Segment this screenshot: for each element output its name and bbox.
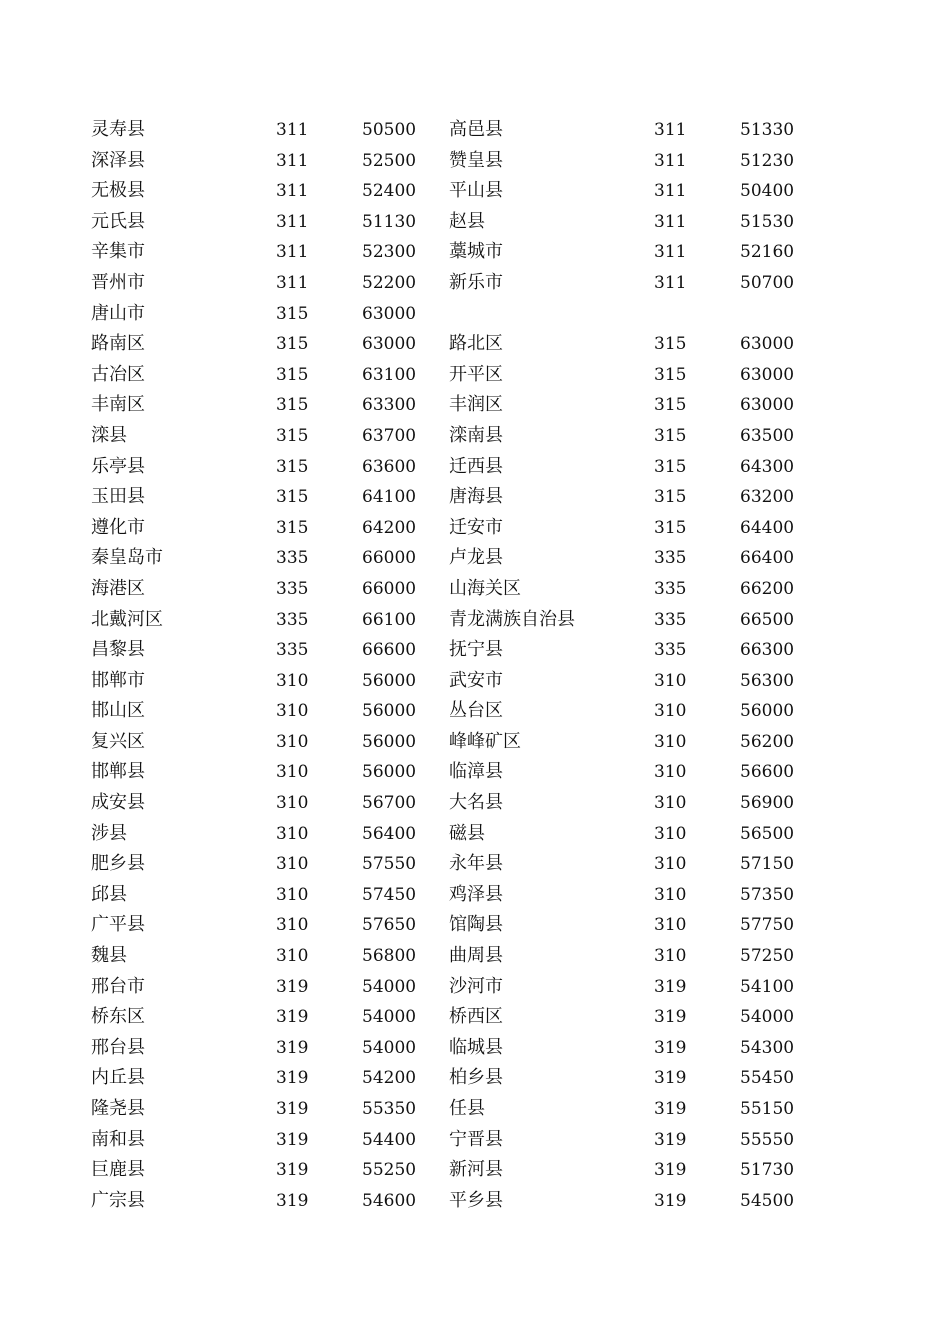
region-name: 内丘县: [91, 1067, 145, 1089]
area-code: 315: [276, 334, 309, 355]
region-name: 邱县: [91, 883, 127, 905]
area-code: 311: [654, 272, 687, 293]
area-code: 311: [276, 150, 309, 171]
table-row: [0, 880, 950, 911]
postal-code: 63600: [362, 456, 417, 477]
table-row: [0, 727, 950, 758]
area-code: 310: [276, 762, 309, 783]
table-row: [0, 1094, 950, 1125]
table-row: [0, 146, 950, 177]
table-row: [0, 452, 950, 483]
region-name: 元氏县: [91, 210, 145, 232]
postal-code: 56400: [362, 823, 417, 844]
area-code: 310: [654, 823, 687, 844]
postal-code: 51730: [740, 1160, 795, 1181]
area-code: 310: [654, 670, 687, 691]
area-code: 310: [654, 762, 687, 783]
area-code: 335: [654, 609, 687, 630]
region-name: 唐山市: [91, 302, 145, 324]
table-row: [0, 757, 950, 788]
postal-code: 66000: [362, 548, 417, 569]
postal-code: 55550: [740, 1129, 795, 1150]
region-name: 滦县: [91, 424, 127, 446]
region-name: 邢台市: [91, 975, 145, 997]
postal-code: 56000: [362, 731, 417, 752]
region-name: 鸡泽县: [449, 883, 503, 905]
postal-code: 54200: [362, 1068, 417, 1089]
region-name: 曲周县: [449, 945, 503, 967]
region-name: 乐亭县: [91, 455, 145, 477]
area-code: 319: [654, 1160, 687, 1181]
area-code: 315: [276, 456, 309, 477]
area-code: 310: [654, 701, 687, 722]
table-row: [0, 941, 950, 972]
area-code: 315: [276, 517, 309, 538]
postal-code: 56700: [362, 793, 417, 814]
area-code: 310: [654, 884, 687, 905]
postal-code: 54100: [740, 976, 795, 997]
postal-code: 57750: [740, 915, 795, 936]
table-row: [0, 543, 950, 574]
region-name: 涉县: [91, 822, 127, 844]
area-code: 310: [654, 731, 687, 752]
region-name: 新河县: [449, 1159, 503, 1181]
postal-code: 57450: [362, 884, 417, 905]
area-code: 315: [276, 364, 309, 385]
postal-code: 64200: [362, 517, 417, 538]
area-code: 311: [654, 211, 687, 232]
region-name: 滦南县: [449, 424, 503, 446]
region-name: 海港区: [91, 577, 145, 599]
area-code: 335: [276, 640, 309, 661]
region-name: 馆陶县: [449, 914, 503, 936]
table-row: [0, 1002, 950, 1033]
postal-code: 50400: [740, 181, 795, 202]
table-row: [0, 329, 950, 360]
postal-code: 56900: [740, 793, 795, 814]
region-name: 磁县: [449, 822, 485, 844]
area-code: 310: [276, 670, 309, 691]
region-name: 卢龙县: [449, 547, 503, 569]
area-code: 311: [276, 272, 309, 293]
area-code: 315: [654, 395, 687, 416]
region-name: 宁晋县: [449, 1128, 503, 1150]
area-code: 310: [276, 701, 309, 722]
postal-code: 54000: [362, 1007, 417, 1028]
table-row: [0, 574, 950, 605]
table-row: [0, 849, 950, 880]
postal-code: 66300: [740, 640, 795, 661]
table-row: [0, 513, 950, 544]
region-name: 古冶区: [91, 363, 145, 385]
postal-code: 56500: [740, 823, 795, 844]
postal-code: 50700: [740, 272, 795, 293]
area-code: 319: [654, 1099, 687, 1119]
postal-code: 63500: [740, 425, 795, 446]
region-name: 邯郸市: [91, 669, 145, 691]
region-name: 魏县: [91, 945, 127, 967]
table-row: [0, 1033, 950, 1064]
area-code: 310: [276, 884, 309, 905]
area-code: 310: [654, 793, 687, 814]
postal-code: 54000: [362, 1037, 417, 1058]
postal-code: 50500: [362, 120, 417, 140]
postal-code: 66600: [362, 640, 417, 661]
postal-code: 57550: [362, 854, 417, 875]
table-row: [0, 666, 950, 697]
area-code: 319: [654, 1037, 687, 1058]
postal-code: 63000: [362, 303, 417, 324]
area-code: 315: [276, 425, 309, 446]
region-name: 广宗县: [91, 1189, 145, 1211]
area-code: 310: [276, 823, 309, 844]
region-name: 晋州市: [91, 271, 145, 293]
postal-code: 54300: [740, 1037, 795, 1058]
region-name: 隆尧县: [91, 1098, 145, 1119]
postal-code: 54600: [362, 1190, 417, 1211]
postal-code: 55350: [362, 1099, 417, 1119]
region-name: 秦皇岛市: [91, 547, 163, 569]
postal-code: 64400: [740, 517, 795, 538]
area-code: 335: [654, 640, 687, 661]
area-code: 310: [654, 946, 687, 967]
region-name: 丰南区: [91, 394, 145, 416]
postal-code: 57350: [740, 884, 795, 905]
area-code: 310: [276, 731, 309, 752]
postal-code: 55450: [740, 1068, 795, 1089]
region-name: 复兴区: [91, 730, 145, 752]
area-code: 311: [276, 181, 309, 202]
table-row: [0, 1063, 950, 1094]
region-name: 灵寿县: [91, 119, 145, 140]
postal-code: 56000: [740, 701, 795, 722]
postal-code: 56200: [740, 731, 795, 752]
area-code: 311: [654, 150, 687, 171]
region-name: 广平县: [91, 914, 145, 936]
region-name: 大名县: [449, 792, 503, 814]
area-code: 315: [654, 456, 687, 477]
table-row: [0, 696, 950, 727]
region-name: 山海关区: [449, 577, 521, 599]
region-name: 平山县: [449, 180, 503, 202]
area-code: 311: [654, 242, 687, 263]
region-name: 邯郸县: [91, 761, 145, 783]
table-row: [0, 115, 950, 146]
area-code: 335: [654, 548, 687, 569]
region-name: 丰润区: [449, 394, 503, 416]
postal-code: 63300: [362, 395, 417, 416]
table-row: [0, 605, 950, 636]
postal-code: 56800: [362, 946, 417, 967]
area-code: 319: [654, 1068, 687, 1089]
area-code: 319: [276, 1190, 309, 1211]
area-code: 319: [276, 1160, 309, 1181]
postal-code: 57250: [740, 946, 795, 967]
region-name: 柏乡县: [449, 1067, 503, 1089]
postal-code: 66100: [362, 609, 417, 630]
postal-code: 54000: [362, 976, 417, 997]
area-code: 315: [276, 487, 309, 508]
region-name: 开平区: [449, 363, 503, 385]
table-row: [0, 390, 950, 421]
region-name: 辛集市: [91, 241, 145, 263]
postal-code: 63000: [740, 395, 795, 416]
region-name: 迁西县: [449, 455, 503, 477]
region-name: 永年县: [449, 853, 503, 875]
postal-code: 66000: [362, 578, 417, 599]
table-row: [0, 207, 950, 238]
region-name: 青龙满族自治县: [449, 608, 575, 630]
postal-code: 52400: [362, 181, 417, 202]
postal-code: 55150: [740, 1099, 795, 1119]
region-name: 深泽县: [91, 149, 145, 171]
region-name: 巨鹿县: [91, 1159, 145, 1181]
area-code: 335: [654, 578, 687, 599]
postal-code: 56000: [362, 701, 417, 722]
postal-code: 52300: [362, 242, 417, 263]
region-name: 无极县: [91, 180, 145, 202]
postal-code: 51230: [740, 150, 795, 171]
region-name: 路北区: [449, 333, 503, 355]
postal-code: 64100: [362, 487, 417, 508]
area-code: 310: [654, 854, 687, 875]
postal-code: 57650: [362, 915, 417, 936]
region-name: 唐海县: [449, 486, 503, 508]
area-code: 319: [276, 1099, 309, 1119]
area-code: 335: [276, 548, 309, 569]
area-code: 319: [654, 976, 687, 997]
postal-code: 66200: [740, 578, 795, 599]
region-name: 昌黎县: [91, 639, 145, 661]
table-row: [0, 1186, 950, 1217]
table-row: [0, 819, 950, 850]
table-row: [0, 237, 950, 268]
postal-code: 66400: [740, 548, 795, 569]
region-name: 北戴河区: [91, 608, 163, 630]
region-name: 平乡县: [449, 1189, 503, 1211]
region-name: 武安市: [449, 669, 503, 691]
area-code: 315: [276, 395, 309, 416]
table-row: [0, 1155, 950, 1186]
area-code: 315: [654, 425, 687, 446]
region-name: 新乐市: [449, 271, 503, 293]
postal-code: 63100: [362, 364, 417, 385]
area-code: 335: [276, 578, 309, 599]
table-row: [0, 788, 950, 819]
area-code: 311: [276, 242, 309, 263]
postal-code: 51530: [740, 211, 795, 232]
postal-code: 51330: [740, 120, 795, 140]
region-name: 峰峰矿区: [449, 730, 521, 752]
area-code: 319: [276, 1037, 309, 1058]
area-code: 319: [276, 1007, 309, 1028]
area-code: 319: [276, 1068, 309, 1089]
postal-code: 63200: [740, 487, 795, 508]
region-name: 任县: [449, 1098, 485, 1119]
postal-code: 54500: [740, 1190, 795, 1211]
area-code: 315: [654, 487, 687, 508]
region-name: 抚宁县: [449, 639, 503, 661]
postal-code: 52160: [740, 242, 795, 263]
postal-code: 63700: [362, 425, 417, 446]
region-name: 赞皇县: [449, 149, 503, 171]
postal-code: 52500: [362, 150, 417, 171]
region-name: 高邑县: [449, 119, 503, 140]
region-name: 南和县: [91, 1128, 145, 1150]
area-code: 310: [276, 915, 309, 936]
postal-code: 56000: [362, 670, 417, 691]
postal-code: 54000: [740, 1007, 795, 1028]
region-name: 赵县: [449, 210, 485, 232]
region-name: 迁安市: [449, 516, 503, 538]
postal-code: 57150: [740, 854, 795, 875]
table-row: [0, 482, 950, 513]
postal-code: 51130: [362, 211, 417, 232]
postal-code: 63000: [740, 364, 795, 385]
area-code: 319: [654, 1129, 687, 1150]
table-row: [0, 268, 950, 299]
region-name: 邢台县: [91, 1036, 145, 1058]
region-name: 藁城市: [449, 241, 503, 263]
table-row: [0, 176, 950, 207]
postal-code: 66500: [740, 609, 795, 630]
postal-code: 54400: [362, 1129, 417, 1150]
postal-code: 56600: [740, 762, 795, 783]
area-code: 319: [276, 1129, 309, 1150]
area-code: 311: [654, 181, 687, 202]
region-code-table: [0, 115, 950, 1216]
region-name: 成安县: [91, 792, 145, 814]
postal-code: 52200: [362, 272, 417, 293]
table-row: [0, 421, 950, 452]
postal-code: 55250: [362, 1160, 417, 1181]
area-code: 310: [276, 946, 309, 967]
postal-code: 56300: [740, 670, 795, 691]
area-code: 335: [276, 609, 309, 630]
region-name: 临城县: [449, 1036, 503, 1058]
region-name: 邯山区: [91, 700, 145, 722]
postal-code: 56000: [362, 762, 417, 783]
region-name: 肥乡县: [91, 853, 145, 875]
region-name: 沙河市: [449, 975, 503, 997]
postal-code: 63000: [740, 334, 795, 355]
table-row: [0, 1125, 950, 1156]
region-name: 桥西区: [449, 1006, 503, 1028]
area-code: 310: [654, 915, 687, 936]
postal-code: 64300: [740, 456, 795, 477]
area-code: 315: [654, 334, 687, 355]
area-code: 310: [276, 854, 309, 875]
region-name: 遵化市: [91, 516, 145, 538]
area-code: 311: [654, 120, 687, 140]
area-code: 315: [654, 364, 687, 385]
postal-code: 63000: [362, 334, 417, 355]
table-row: [0, 360, 950, 391]
table-row: [0, 635, 950, 666]
area-code: 311: [276, 211, 309, 232]
table-row: [0, 972, 950, 1003]
area-code: 315: [276, 303, 309, 324]
region-name: 路南区: [91, 333, 145, 355]
table-row: [0, 910, 950, 941]
region-name: 桥东区: [91, 1006, 145, 1028]
region-name: 丛台区: [449, 700, 503, 722]
area-code: 319: [276, 976, 309, 997]
region-name: 玉田县: [91, 486, 145, 508]
region-name: 临漳县: [449, 761, 503, 783]
area-code: 319: [654, 1007, 687, 1028]
area-code: 319: [654, 1190, 687, 1211]
area-code: 311: [276, 120, 309, 140]
area-code: 315: [654, 517, 687, 538]
area-code: 310: [276, 793, 309, 814]
table-row: [0, 299, 950, 330]
